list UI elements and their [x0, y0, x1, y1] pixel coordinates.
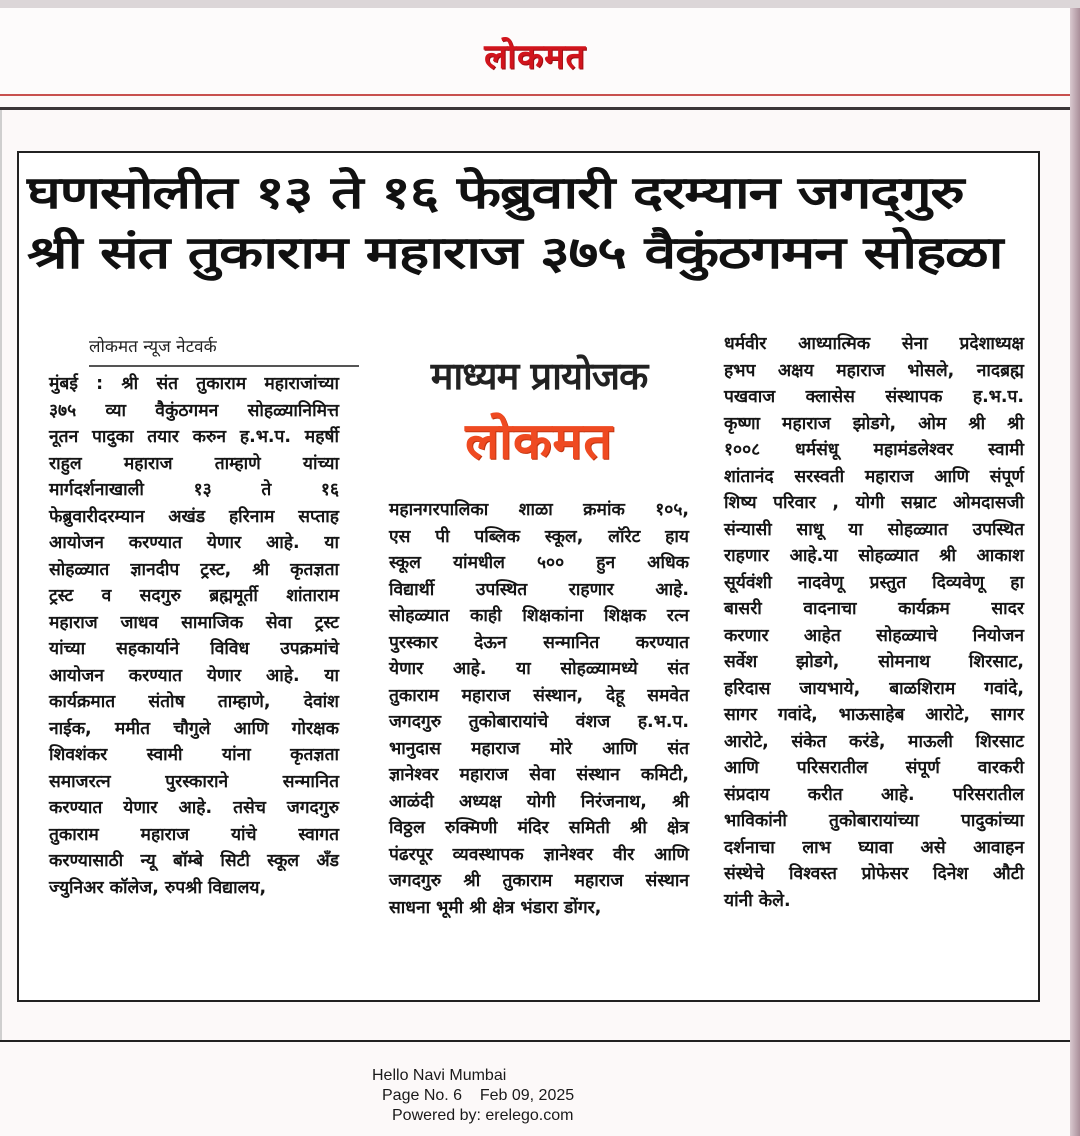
column-2-line-2: एस पी पब्लिक स्कूल, लॉरेट हाय: [389, 526, 689, 547]
column-2-line-4: विद्यार्थी उपस्थित राहणार आहे.: [389, 579, 689, 600]
column-3-line-7: शिष्य परिवार , योगी सम्राट ओमदासजी: [724, 493, 1024, 513]
column-1-line-4: राहुल महाराज ताम्हाणे यांच्या: [49, 453, 339, 474]
footer-rule: [0, 1040, 1070, 1042]
top-band: [0, 0, 1080, 8]
column-1-line-8: सोहळ्यात ज्ञानदीप ट्रस्ट, श्री कृतज्ञता: [49, 559, 339, 580]
column-3-line-14: हरिदास जायभाये, बाळशिराम गवांदे,: [724, 678, 1024, 699]
masthead-dark-rule: [0, 107, 1070, 110]
column-2-line-6: पुरस्कार देऊन सन्मानित करण्यात: [389, 632, 689, 653]
column-2-line-7: येणार आहे. या सोहळ्यामध्ये संत: [389, 659, 689, 679]
column-1-line-19: करण्यासाठी न्यू बॉम्बे सिटी स्कूल अँड: [49, 851, 339, 871]
column-3-line-17: आणि परिसरातील संपूर्ण वारकरी: [724, 758, 1024, 778]
column-1-line-14: नाईक, ममीत चौगुले आणि गोरक्षक: [49, 718, 339, 739]
column-2-line-11: ज्ञानेश्वर महाराज सेवा संस्थान कमिटी,: [389, 765, 689, 785]
byline: लोकमत न्यूज नेटवर्क: [89, 334, 359, 367]
powered-by: Powered by: erelego.com: [392, 1107, 574, 1124]
column-2-line-5: सोहळ्यात काही शिक्षकांना शिक्षक रत्न: [389, 606, 689, 626]
masthead: [0, 8, 1070, 94]
column-3-line-2: हभप अक्षय महाराज भोसले, नादब्रह्म: [724, 360, 1024, 381]
column-1-line-10: महाराज जाधव सामाजिक सेवा ट्रस्ट: [49, 612, 339, 633]
column-1-line-7: आयोजन करण्यात येणार आहे. या: [49, 533, 339, 553]
column-2-line-3: स्कूल यांमधील ५०० हुन अधिक: [389, 553, 689, 573]
column-3-line-19: भाविकांनी तुकोबारायांच्या पादुकांच्या: [724, 811, 1024, 831]
column-1-line-12: आयोजन करण्यात येणार आहे. या: [49, 665, 339, 686]
column-1-line-16: समाजरत्न पुरस्काराने सन्मानित: [49, 771, 339, 792]
column-3-line-10: सूर्यवंशी नादवेणू प्रस्तुत दिव्यवेणू हा: [724, 572, 1024, 593]
article-column-1: [49, 371, 339, 901]
headline-line-2: श्री संत तुकाराम महाराज ३७५ वैकुंठगमन सोहळा: [27, 226, 1003, 279]
column-3-line-21: संस्थेचे विश्वस्त प्रोफेसर दिनेश औटी: [724, 864, 1024, 884]
column-2-line-8: तुकाराम महाराज संस्थान, देहू समवेत: [389, 685, 689, 706]
page-footer: [370, 1066, 650, 1126]
headline-line-1: घणसोलीत १३ ते १६ फेब्रुवारी दरम्यान जगद्‌गुरु: [27, 166, 964, 219]
column-2-line-9: जगदगुरु तुकोबारायांचे वंशज ह.भ.प.: [389, 712, 689, 732]
article-column-2: [389, 497, 689, 921]
column-3-line-15: सागर गवांदे, भाऊसाहेब आरोटे, सागर: [724, 705, 1024, 725]
column-3-line-12: करणार आहेत सोहळ्याचे नियोजन: [724, 625, 1024, 646]
article-column-3: [724, 331, 1024, 914]
masthead-red-rule: [0, 94, 1070, 96]
column-2-line-13: विठ्ठल रुक्मिणी मंदिर समिती श्री क्षेत्र: [389, 818, 689, 838]
column-3-line-18: संप्रदाय करीत आहे. परिसरातील: [724, 784, 1024, 805]
column-1-line-18: तुकाराम महाराज यांचे स्वागत: [49, 824, 339, 845]
column-1-line-20: ज्युनिअर कॉलेज, रुपश्री विद्यालय,: [49, 877, 267, 898]
column-1-line-6: फेब्रुवारीदरम्यान अखंड हरिनाम सप्ताह: [49, 506, 339, 527]
column-3-line-3: पखवाज क्लासेस संस्थापक ह.भ.प.: [724, 387, 1024, 407]
column-3-line-6: शांतानंद सरस्वती महाराज आणि संपूर्ण: [724, 466, 1024, 487]
column-3-line-22: यांनी केले.: [724, 890, 791, 911]
column-1-line-9: ट्रस्ट व सदगुरु ब्रह्ममूर्ती शांताराम: [49, 586, 339, 606]
column-2-line-12: आळंदी अध्यक्ष योगी निरंजनाथ, श्री: [389, 791, 689, 812]
column-2-line-16: साधना भूमी श्री क्षेत्र भंडारा डोंगर,: [389, 897, 602, 918]
column-3-line-9: राहणार आहे.या सोहळ्यात श्री आकाश: [724, 546, 1024, 566]
page-number-and-date: Page No. 6 Feb 09, 2025: [382, 1087, 575, 1104]
column-1-line-15: शिवशंकर स्वामी यांना कृतज्ञता: [49, 745, 339, 765]
column-3-line-5: १००८ धर्मसंधू महामंडलेश्वर स्वामी: [724, 440, 1024, 460]
column-3-line-8: संन्यासी साधू या सोहळ्यात उपस्थित: [724, 519, 1024, 540]
column-1-line-1: श्री संत तुकाराम महाराजांच्या: [103, 374, 339, 394]
column-3-line-1: धर्मवीर आध्यात्मिक सेना प्रदेशाध्यक्ष: [724, 334, 1024, 354]
dateline: मुंबई :: [49, 374, 104, 394]
page-left-edge: [0, 110, 2, 1040]
lokmat-sponsor-logo: लोकमत: [465, 411, 613, 470]
article-headline: [27, 163, 1080, 283]
edition-name: Hello Navi Mumbai: [372, 1067, 507, 1084]
media-sponsor-label: माध्यम प्रायोजक: [430, 354, 648, 398]
column-2-line-14: पंढरपूर व्यवस्थापक ज्ञानेश्वर वीर आणि: [389, 844, 689, 865]
column-2-line-15: जगदगुरु श्री तुकाराम महाराज संस्थान: [389, 871, 689, 891]
column-1-line-11: यांच्या सहकार्याने विविध उपक्रमांचे: [49, 639, 339, 659]
column-3-line-13: सर्वेश झोडगे, सोमनाथ शिरसाट,: [724, 652, 1024, 672]
column-1-line-5: मार्गदर्शनाखाली १३ ते १६: [49, 480, 339, 500]
column-3-line-11: बासरी वादनाचा कार्यक्रम सादर: [724, 599, 1024, 619]
column-1-line-13: कार्यक्रमात संतोष ताम्हाणे, देवांश: [49, 692, 339, 712]
column-1-line-17: करण्यात येणार आहे. तसेच जगदगुरु: [49, 798, 339, 818]
column-1-line-3: नूतन पादुका तयार करुन ह.भ.प. महर्षी: [49, 427, 339, 447]
column-line: [49, 371, 339, 398]
news-article: [17, 151, 1040, 1002]
column-3-line-20: दर्शनाचा लाभ घ्यावा असे आवाहन: [724, 837, 1024, 858]
column-2-line-1: महानगरपालिका शाळा क्रमांक १०५,: [389, 500, 689, 520]
column-1-line-2: ३७५ व्या वैकुंठगमन सोहळ्यानिमित्त: [49, 400, 339, 421]
column-2-line-10: भानुदास महाराज मोरे आणि संत: [389, 738, 689, 759]
lokmat-logo: लोकमत: [484, 37, 586, 77]
column-3-line-16: आरोटे, संकेत करंडे, माऊली शिरसाट: [724, 731, 1024, 752]
column-3-line-4: कृष्णा महाराज झोडगे, ओम श्री श्री: [724, 413, 1024, 434]
